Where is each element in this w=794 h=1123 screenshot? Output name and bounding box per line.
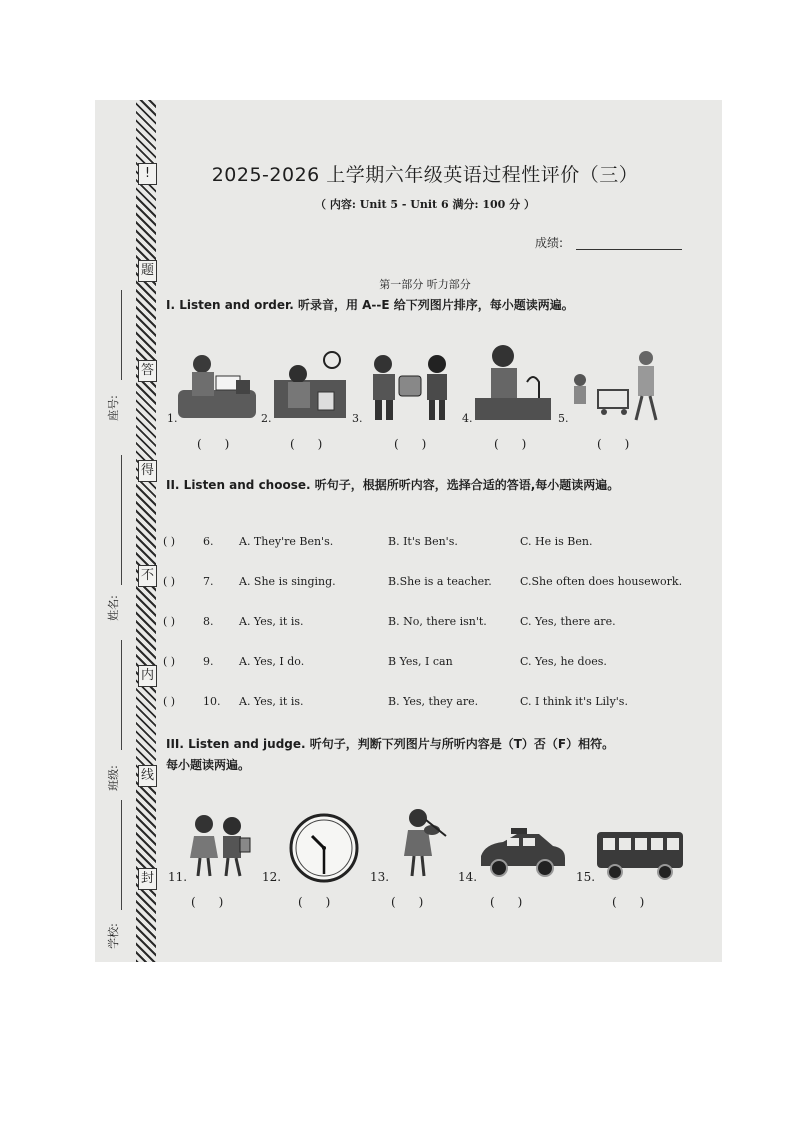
class-line [121,640,122,750]
picture-number-15: 15. [576,870,596,884]
question-number: 6. [203,535,214,548]
picture-number-3: 3. [352,412,363,425]
picture-number-13: 13. [370,870,390,884]
picture-number-2: 2. [261,412,272,425]
seat-number-label: 座号: [106,395,120,421]
judge-answer-15[interactable]: ( ) [612,895,645,909]
seal-char-5: 内 [138,665,157,687]
picture-children-with-bag [363,352,459,422]
school-label: 学校: [106,923,120,949]
order-answer-3[interactable]: ( ) [394,437,427,451]
seal-char-4: 不 [138,565,157,587]
option-a: A. Yes, it is. [239,695,304,708]
section2-heading: II. Listen and choose. 听句子，根据所听内容，选择合适的答语,每小题读两遍。 [166,478,620,492]
picture-number-1: 1. [167,412,178,425]
judge-answer-14[interactable]: ( ) [490,895,523,909]
judge-answer-11[interactable]: ( ) [191,895,224,909]
option-b: B. No, there isn't. [388,615,487,628]
option-a: A. She is singing. [239,575,336,588]
option-a: A. Yes, it is. [239,615,304,628]
bus-icon [595,826,687,880]
question-number: 7. [203,575,214,588]
picture-number-14: 14. [458,870,478,884]
option-c: C.She often does housework. [520,575,683,588]
picture-boy-with-clock [272,350,348,420]
name-line [121,455,122,585]
page-subtitle: （ 内容: Unit 5 - Unit 6 满分: 100 分 ） [315,198,535,211]
picture-number-12: 12. [262,870,282,884]
order-answer-5[interactable]: ( ) [597,437,630,451]
question-number: 10. [203,695,221,708]
picture-two-students [186,812,254,880]
question-8 [163,615,703,631]
school-line [121,800,122,910]
option-c: C. He is Ben. [520,535,593,548]
seal-char-3: 得 [138,460,157,482]
class-label: 班级: [106,765,120,791]
taxi-icon [477,826,567,880]
clock-icon [288,812,360,884]
question-number: 8. [203,615,214,628]
order-answer-1[interactable]: ( ) [197,437,230,451]
option-a: A. They're Ben's. [239,535,334,548]
name-label: 姓名: [106,595,120,621]
picture-girl-violin [398,806,448,880]
option-c: C. Yes, there are. [520,615,616,628]
option-b: B Yes, I can [388,655,453,668]
judge-answer-12[interactable]: ( ) [298,895,331,909]
answer-blank[interactable]: ( ) [163,615,176,628]
question-10 [163,695,703,711]
order-answer-2[interactable]: ( ) [290,437,323,451]
seal-char-1: 题 [138,260,157,282]
picture-number-5: 5. [558,412,569,425]
page-title: 2025-2026 上学期六年级英语过程性评价（三） [211,164,639,186]
picture-family-shopping [568,350,660,422]
option-b: B. Yes, they are. [388,695,479,708]
score-label: 成绩: [535,236,564,250]
seal-char-7: 封 [138,868,157,890]
picture-number-4: 4. [462,412,473,425]
binding-strip [136,100,156,962]
answer-blank[interactable]: ( ) [163,655,176,668]
option-b: B. It's Ben's. [388,535,458,548]
score-blank[interactable] [576,249,682,250]
picture-boy-reading [176,350,258,420]
option-c: C. I think it's Lily's. [520,695,628,708]
option-a: A. Yes, I do. [239,655,305,668]
section1-heading: I. Listen and order. 听录音，用 A--E 给下列图片排序，每小题读两遍。 [166,298,574,312]
answer-blank[interactable]: ( ) [163,575,176,588]
seal-mark-top: ! [138,163,157,185]
option-c: C. Yes, he does. [520,655,607,668]
question-7 [163,575,703,591]
section3-heading-line1: III. Listen and judge. 听句子，判断下列图片与所听内容是（T）否（F）相符。 [166,737,615,751]
seat-number-line [121,290,122,380]
answer-blank[interactable]: ( ) [163,695,176,708]
part-title: 第一部分 听力部分 [379,278,471,291]
answer-blank[interactable]: ( ) [163,535,176,548]
picture-woman-washing [473,342,553,422]
order-answer-4[interactable]: ( ) [494,437,527,451]
seal-char-6: 线 [138,765,157,787]
question-6 [163,535,703,551]
option-b: B.She is a teacher. [388,575,492,588]
section3-heading-line2: 每小题读两遍。 [166,758,251,772]
judge-answer-13[interactable]: ( ) [391,895,424,909]
question-9 [163,655,703,671]
seal-char-2: 答 [138,360,157,382]
question-number: 9. [203,655,214,668]
picture-number-11: 11. [168,870,188,884]
